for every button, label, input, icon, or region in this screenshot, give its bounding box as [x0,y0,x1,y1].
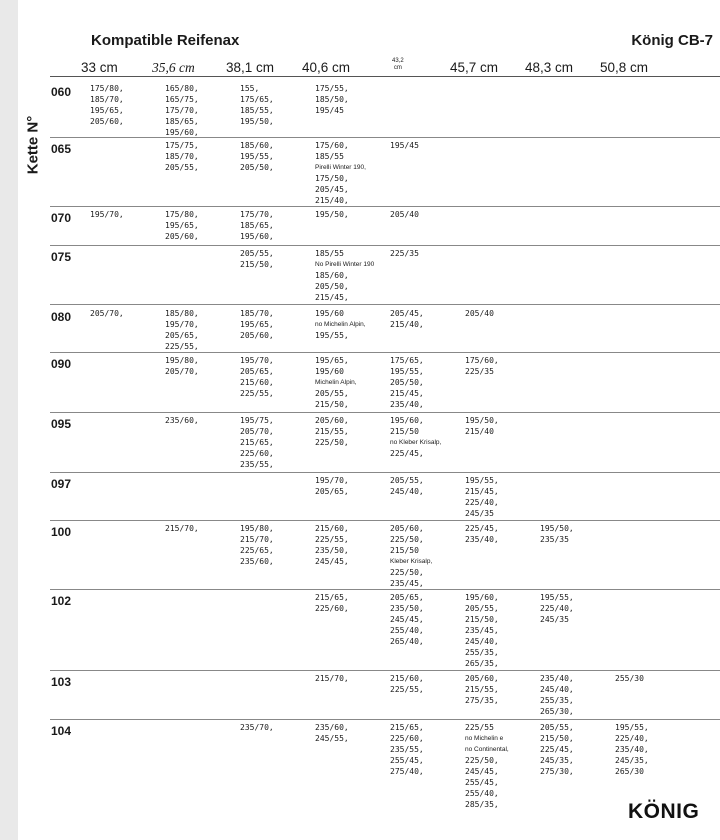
tire-size: 225/35 [465,367,494,376]
tire-size: 245/35 [540,615,569,624]
tire-cell [390,592,424,647]
tire-cell [315,140,366,206]
tire-size: 175/75, [165,141,199,150]
tire-size: 215/50, [465,615,499,624]
tire-size: 235/70, [240,723,274,732]
chain-number: 095 [51,417,72,431]
tire-size: 205/65, [165,331,199,340]
tire-size: 205/60, [165,232,199,241]
tire-size: 225/55, [315,535,349,544]
tire-size: 205/60, [90,117,124,126]
tire-cell [615,673,644,684]
tire-size: 215/50, [315,400,349,409]
tire-size: 175/60, [465,356,499,365]
tire-size: 205/50, [240,163,274,172]
tire-cell [315,355,357,410]
chain-number: 090 [51,357,72,371]
tire-cell [390,140,419,151]
tire-size: 235/50, [390,604,424,613]
tire-size: No Pirelli Winter 190 [315,261,375,268]
tire-size: 225/35 [390,249,419,258]
tire-size: 195/60, [390,416,424,425]
tire-size: 235/60, [240,557,274,566]
tire-size: 195/65, [90,106,124,115]
tire-size: 195/70, [315,476,349,485]
tire-size: 195/50, [540,524,574,533]
tire-cell [240,140,274,173]
chain-number: 060 [51,85,72,99]
tire-size: 205/40 [465,309,494,318]
tire-cell [390,475,424,497]
tire-size: 275/35, [465,696,499,705]
tire-size: 205/70, [90,309,124,318]
tire-cell [240,355,274,399]
tire-size: 215/70, [240,535,274,544]
tire-size: 235/55, [240,460,274,469]
tire-size: 195/75, [240,416,274,425]
column-header: 50,8 cm [600,60,649,75]
chain-number: 080 [51,310,72,324]
tire-size: 255/45, [390,756,424,765]
chain-number: 065 [51,142,72,156]
tire-size: 235/60, [165,416,199,425]
tire-cell [465,308,494,319]
tire-size: 175/80, [90,84,124,93]
tire-size: 225/50, [465,756,499,765]
tire-size: 195/55, [615,723,649,732]
tire-size: 255/35, [465,648,499,657]
tire-cell [165,355,199,377]
tire-size: 195/70, [165,320,199,329]
tire-size: 205/60, [315,416,349,425]
tire-cell [90,308,124,319]
row-divider [50,352,720,353]
tire-size: 275/30, [540,767,574,776]
tire-size: 225/60, [315,604,349,613]
tire-size: 225/50, [315,438,349,447]
side-label-text: Kette N° [24,115,42,175]
tire-size: 225/50, [390,568,424,577]
tire-size: 215/45, [315,293,349,302]
tire-size: 205/55, [390,476,424,485]
tire-size: 195/50, [465,416,499,425]
tire-size: 215/40, [390,320,424,329]
tire-size: 215/65, [390,723,424,732]
tire-size: 225/55, [390,685,424,694]
tire-cell [615,722,649,777]
tire-size: Pirelli Winter 190, [315,164,366,171]
tire-size: 245/40, [465,637,499,646]
tire-cell [540,673,574,717]
tire-size: 215/60, [240,378,274,387]
tire-size: 215/45, [465,487,499,496]
tire-size: 195/55, [315,331,349,340]
tire-cell [240,83,274,127]
tire-size: 205/45, [390,309,424,318]
tire-size: 265/40, [390,637,424,646]
tire-size: 205/55, [240,249,274,258]
tire-cell [240,722,274,733]
tire-size: 195/80, [165,356,199,365]
tire-size: 215/45, [390,389,424,398]
tire-size: 235/40, [540,674,574,683]
tire-size: 195/50, [315,210,349,219]
tire-size: 205/70, [240,427,274,436]
tire-size: 175/65, [240,95,274,104]
tire-size: 225/55, [165,342,199,351]
tire-size: 265/30 [615,767,644,776]
tire-cell [165,83,199,138]
tire-size: 195/60, [165,128,199,137]
tire-size: no Michelin Alpin, [315,321,366,328]
row-divider [50,76,720,77]
brand-title: König CB-7 [631,32,713,49]
tire-size: 225/65, [240,546,274,555]
tire-size: 195/50, [240,117,274,126]
tire-size: 235/45, [465,626,499,635]
tire-size: 185/80, [165,309,199,318]
sidebar-strip [0,0,18,840]
tire-size: 235/50, [315,546,349,555]
tire-cell [90,83,124,127]
tire-cell [315,308,366,341]
tire-size: 195/60 [315,367,344,376]
tire-size: 255/45, [465,778,499,787]
tire-cell [240,523,274,567]
tire-size: 205/55, [540,723,574,732]
tire-size: 245/45, [465,767,499,776]
tire-size: 185/70, [90,95,124,104]
row-divider [50,245,720,246]
tire-size: 205/50, [390,378,424,387]
tire-size: 155, [240,84,260,93]
tire-size: 185/55, [240,106,274,115]
tire-size: 195/65, [240,320,274,329]
column-header: 43,2 cm [392,58,404,71]
tire-size: 215/70, [165,524,199,533]
chain-number: 070 [51,211,72,225]
tire-size: 205/60, [390,524,424,533]
column-header: 40,6 cm [302,60,351,75]
tire-size: 185/65, [165,117,199,126]
tire-size: 275/40, [390,767,424,776]
tire-size: 205/55, [465,604,499,613]
tire-cell [465,722,509,810]
tire-size: 175/70, [240,210,274,219]
chain-number: 104 [51,724,72,738]
tire-size: 215/65, [240,438,274,447]
tire-size: 165/75, [165,95,199,104]
row-divider [50,589,720,590]
tire-cell [90,209,124,220]
tire-cell [165,140,199,173]
tire-size: 175/55, [315,84,349,93]
tire-size: 215/40, [315,196,349,205]
tire-size: 185/60, [315,271,349,280]
tire-size: 205/65, [390,593,424,602]
tire-size: 235/60, [315,723,349,732]
tire-cell [390,355,424,410]
tire-cell [315,523,349,567]
tire-size: 235/40, [465,535,499,544]
tire-cell [540,722,574,777]
tire-size: 195/55, [540,593,574,602]
tire-size: no Michelin e [465,735,504,742]
tire-size: 255/30 [615,674,644,683]
chain-number: 102 [51,594,72,608]
tire-size: 245/55, [315,734,349,743]
tire-size: Michelin Alpin, [315,379,357,386]
tire-size: 175/70, [165,106,199,115]
tire-cell [390,673,424,695]
column-header: 38,1 cm [226,60,275,75]
tire-size: 215/55, [315,427,349,436]
tire-size: 215/55, [465,685,499,694]
column-header: 35,6 cm [152,60,195,75]
tire-size: 255/35, [540,696,574,705]
tire-size: 195/55, [390,367,424,376]
tire-size: 205/60, [465,674,499,683]
chain-number: 075 [51,250,72,264]
tire-size: 235/40, [390,400,424,409]
page-title: Kompatible Reifenax [91,32,240,49]
tire-size: 235/35 [540,535,569,544]
tire-size: 225/45, [390,449,424,458]
tire-size: 225/45, [540,745,574,754]
tire-size: 185/55 [315,249,344,258]
tire-size: 195/55, [465,476,499,485]
tire-cell [465,415,499,437]
tire-size: 185/55 [315,152,344,161]
tire-cell [315,722,349,744]
tire-size: 195/60, [240,232,274,241]
tire-size: 205/50, [315,282,349,291]
tire-size: Kleber Krisalp, [390,558,433,565]
tire-size: 215/40 [465,427,494,436]
tire-size: 215/60, [390,674,424,683]
tire-cell [465,592,499,669]
row-divider [50,670,720,671]
tire-size: 205/60, [240,331,274,340]
konig-logo: KÖNIG [628,800,700,823]
tire-size: 225/60, [240,449,274,458]
tire-size: 195/60 [315,309,344,318]
tire-cell [240,209,274,242]
row-divider [50,719,720,720]
tire-size: 175/65, [390,356,424,365]
tire-size: 195/70, [240,356,274,365]
tire-size: 255/40, [390,626,424,635]
tire-size: 245/40, [390,487,424,496]
tire-cell [465,673,499,706]
tire-size: 195/60, [465,593,499,602]
tire-size: 245/45, [390,615,424,624]
tire-size: 205/40 [390,210,419,219]
tire-size: 165/80, [165,84,199,93]
tire-cell [315,209,349,220]
chain-number: 103 [51,675,72,689]
tire-size: 265/30, [540,707,574,716]
tire-cell [315,673,349,684]
column-header: 45,7 cm [450,60,499,75]
tire-cell [465,355,499,377]
tire-cell [390,248,419,259]
tire-size: 175/50, [315,174,349,183]
tire-cell [540,523,574,545]
tire-size: 245/40, [540,685,574,694]
tire-size: 195/80, [240,524,274,533]
tire-size: 245/35, [615,756,649,765]
tire-size: 245/35 [465,509,494,518]
tire-size: 285/35, [465,800,499,809]
tire-size: 255/40, [465,789,499,798]
tire-cell [315,475,349,497]
row-divider [50,472,720,473]
tire-cell [315,248,374,303]
column-header: 33 cm [81,60,118,75]
tire-cell [390,523,432,589]
tire-size: 185/60, [240,141,274,150]
tire-size: 215/65, [315,593,349,602]
tire-size: 245/35, [540,756,574,765]
tire-size: 195/45 [315,106,344,115]
tire-cell [315,592,349,614]
tire-size: 195/65, [165,221,199,230]
tire-size: 195/45 [390,141,419,150]
tire-size: 205/65, [240,367,274,376]
tire-cell [390,209,419,220]
tire-cell [165,209,199,242]
tire-cell [315,415,349,448]
tire-size: 245/45, [315,557,349,566]
tire-size: 225/50, [390,535,424,544]
tire-size: 215/70, [315,674,349,683]
tire-cell [390,722,424,777]
tire-size: 215/60, [315,524,349,533]
tire-cell [165,415,199,426]
tire-size: 195/55, [240,152,274,161]
tire-cell [240,248,274,270]
tire-size: 185/70, [240,309,274,318]
tire-cell [165,523,199,534]
tire-size: 185/65, [240,221,274,230]
tire-size: 225/55, [240,389,274,398]
tire-size: 175/80, [165,210,199,219]
tire-cell [240,415,274,470]
tire-size: 225/40, [540,604,574,613]
tire-size: 205/55, [165,163,199,172]
tire-size: 185/50, [315,95,349,104]
tire-cell [240,308,274,341]
tire-size: 225/45, [465,524,499,533]
side-label [23,100,43,190]
tire-size: 215/50, [540,734,574,743]
tire-size: 215/50, [240,260,274,269]
tire-cell [540,592,574,625]
tire-size: 235/45, [390,579,424,588]
chain-number: 097 [51,477,72,491]
tire-cell [390,308,424,330]
tire-size: 195/65, [315,356,349,365]
tire-cell [390,415,441,459]
row-divider [50,206,720,207]
tire-size: 175/60, [315,141,349,150]
tire-size: 215/50 [390,427,419,436]
tire-size: no Kleber Krisalp, [390,439,442,446]
tire-size: 215/50 [390,546,419,555]
tire-cell [465,523,499,545]
row-divider [50,412,720,413]
tire-size: 225/60, [390,734,424,743]
tire-size: 225/40, [615,734,649,743]
tire-cell [465,475,499,519]
tire-size: 205/65, [315,487,349,496]
tire-size: 195/70, [90,210,124,219]
tire-cell [315,83,349,116]
tire-cell [165,308,199,352]
tire-size: 205/45, [315,185,349,194]
tire-size: 205/55, [315,389,349,398]
column-header: 48,3 cm [525,60,574,75]
tire-size: 205/70, [165,367,199,376]
chain-number: 100 [51,525,72,539]
tire-size: 235/40, [615,745,649,754]
row-divider [50,137,720,138]
tire-size: 225/55 [465,723,494,732]
row-divider [50,520,720,521]
row-divider [50,304,720,305]
tire-size: 185/70, [165,152,199,161]
tire-size: no Continental, [465,746,509,753]
tire-size: 235/55, [390,745,424,754]
tire-size: 265/35, [465,659,499,668]
tire-size: 225/40, [465,498,499,507]
